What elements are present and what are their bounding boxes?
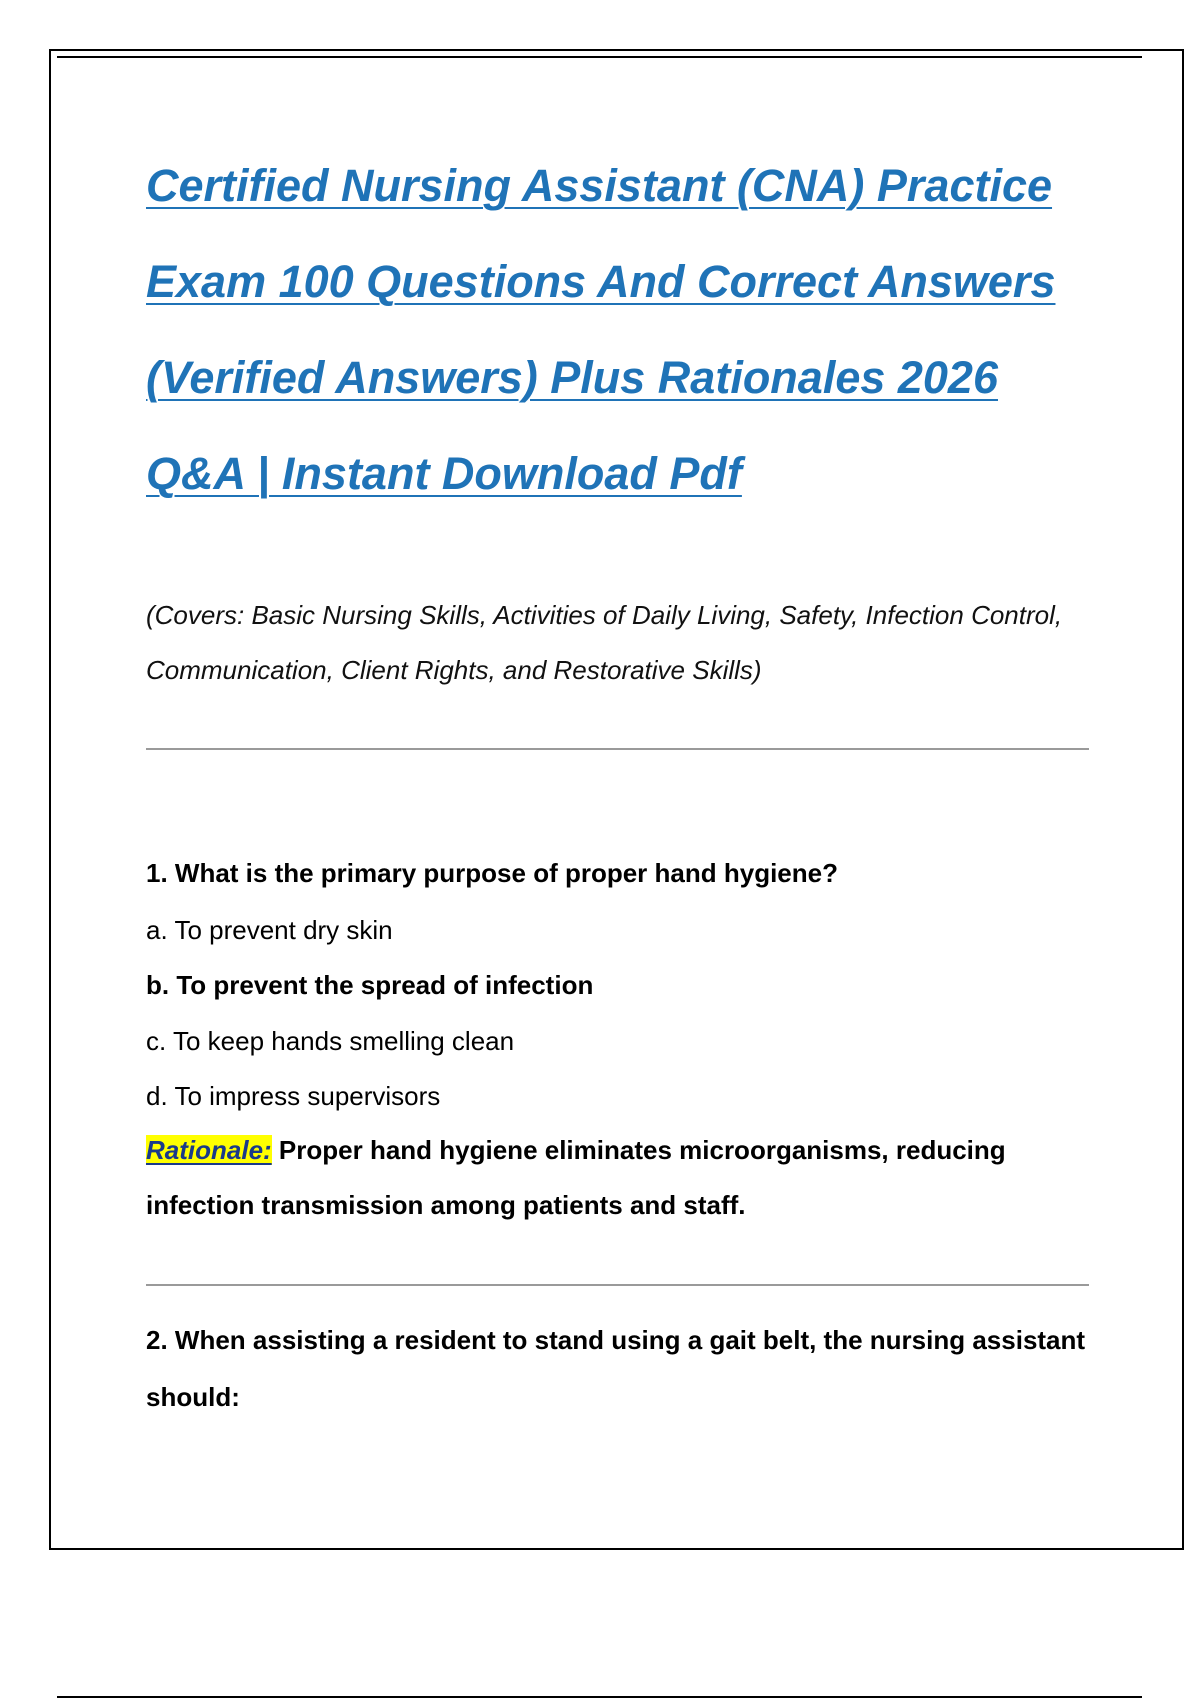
question-1-rationale [146,1123,1096,1233]
covers-note: (Covers: Basic Nursing Skills, Activities of Daily Living, Safety, Infection Control, Communication, Client Rights, and Restorative Skills) [146,600,1063,685]
question-1-option-b-correct: b. To prevent the spread of infection [146,970,594,1000]
rationale-label: Rationale: [146,1135,272,1165]
top-rule [57,56,1142,58]
question-1-option-d: d. To impress supervisors [146,1081,441,1111]
section-divider [146,748,1089,750]
question-1-option-a: a. To prevent dry skin [146,915,393,945]
next-page-top-rule [57,1696,1142,1698]
question-2-prompt: 2. When assisting a resident to stand using a gait belt, the nursing assistant should: [146,1325,1086,1412]
rationale-text: Proper hand hygiene eliminates microorganisms, reducing infection transmission among patients and staff. [146,1135,1006,1220]
question-1-prompt: 1. What is the primary purpose of proper hand hygiene? [146,858,838,888]
document-title[interactable]: Certified Nursing Assistant (CNA) Practice Exam 100 Questions And Correct Answers (Verified Answers) Plus Rationales 2026 Q&A | Instant Download Pdf [146,160,1056,499]
question-1-option-c: c. To keep hands smelling clean [146,1026,515,1056]
section-divider [146,1284,1089,1286]
